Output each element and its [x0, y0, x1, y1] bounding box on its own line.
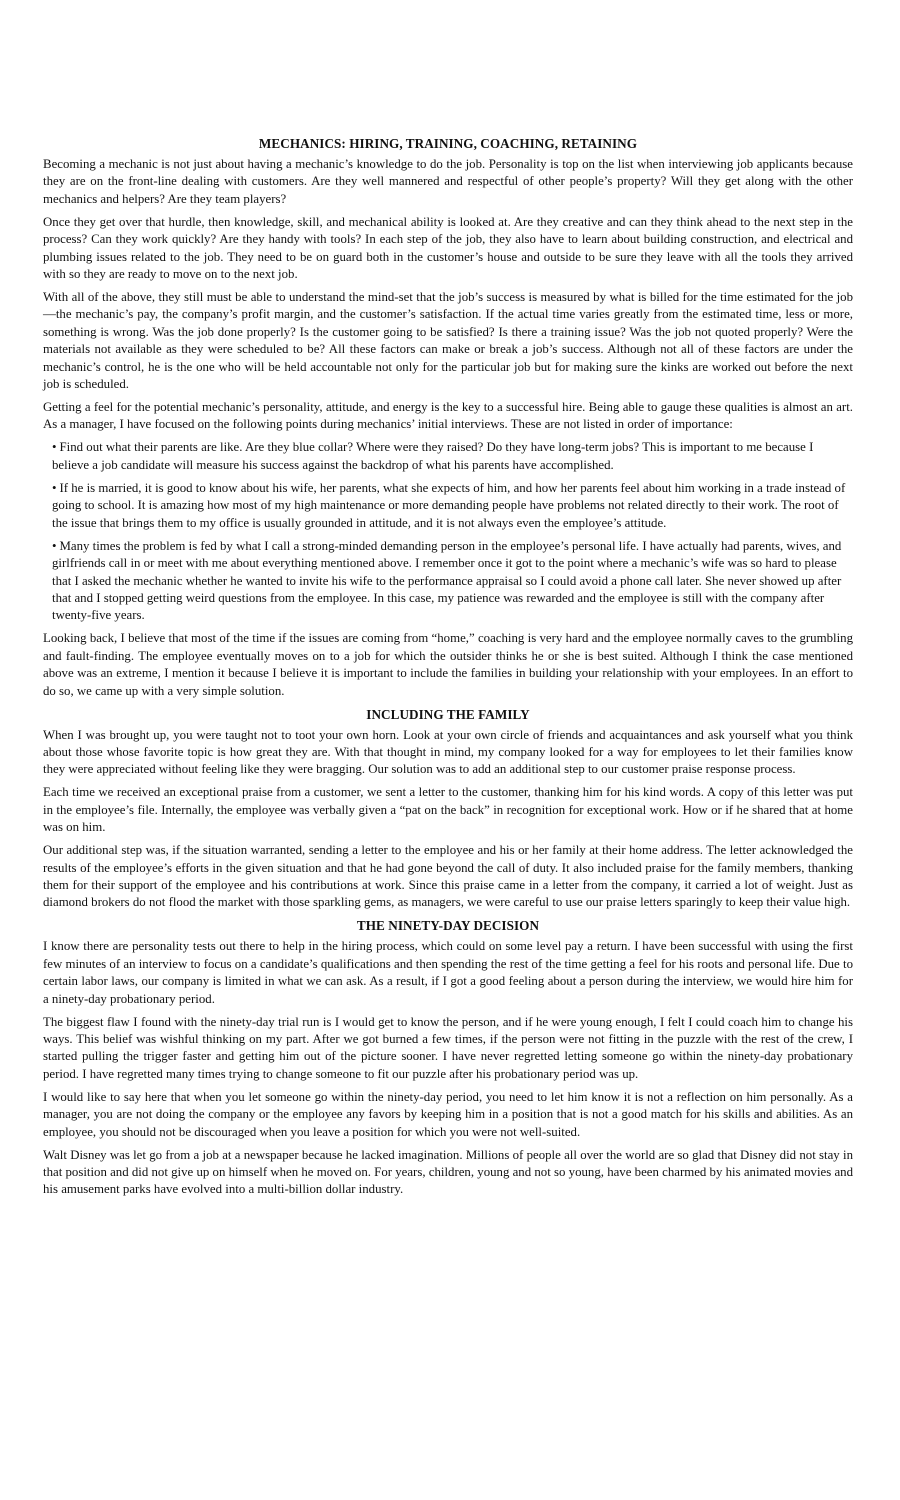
- family-paragraph-2: Each time we received an exceptional praise from a customer, we sent a letter to the customer, thanking him for his kind words. A copy of this letter was put in the employee’s file. Internally, the employee was verbally given a “pat on the back” in recognition for exceptional work. How or if he shared that at home was on him.: [43, 785, 853, 835]
- closing-paragraph: Looking back, I believe that most of the time if the issues are coming from “home,” coaching is very hard and the employee normally caves to the grumbling and fault-finding. The employee eventually moves on to a job for which the outsider thinks he or she is best suited. Although I think the case mentioned above was an extreme, I mention it because I believe it is important to include the families in building your relationship with your employees. In an effort to do so, we came up with a very simple solution.: [43, 631, 853, 698]
- interview-point-2: [52, 480, 853, 532]
- interview-point-text: If he is married, it is good to know about his wife, her parents, what she expects of him, and how her parents feel about him working in a trade instead of going to school. It is amazing how most of my high maintenance or more demanding people have problems not related directly to their work. The root of the issue that brings them to my office is usually grounded in attitude, and it is not always even the employee’s attitude.: [52, 480, 846, 530]
- intro-paragraph-4: Getting a feel for the potential mechanic’s personality, attitude, and energy is the key to a successful hire. Being able to gauge these qualities is almost an art. As a manager, I have focused on the following points during mechanics’ initial interviews. These are not listed in order of importance:: [43, 400, 853, 432]
- interview-point-1: [52, 439, 853, 474]
- ninety-day-paragraph-4: Walt Disney was let go from a job at a newspaper because he lacked imagination. Millions of people all over the world are so glad that Disney did not stay in that position and did not give up on himself when he moved on. For years, children, young and not so young, have been charmed by his animated movies and his amusement parks have evolved into a multi-billion dollar industry.: [43, 1147, 853, 1197]
- document-page: [43, 135, 853, 1204]
- family-paragraph-1: When I was brought up, you were taught not to toot your own horn. Look at your own circle of friends and acquaintances and ask yourself what you think about those whose favorite topic is how great they are. With that thought in mind, my company looked for a way for employees to let their families know they were appreciated without feeling like they were bragging. Our solution was to add an additional step to our customer praise response process.: [43, 727, 853, 777]
- bullet-dot: •: [52, 538, 57, 553]
- interview-points-list: [43, 439, 853, 624]
- article-title: MECHANICS: HIRING, TRAINING, COACHING, RETAINING: [258, 136, 638, 151]
- intro-paragraph-3: With all of the above, they still must be able to understand the mind-set that the job’s success is measured by what is billed for the time estimated for the job—the mechanic’s pay, the company’s profit margin, and the customer’s satisfaction. If the actual time varies greatly from the estimated time, less or more, something is wrong. Was the job done properly? Is the customer going to be satisfied? Is there a training issue? Was the job not quoted properly? Were the materials not available as they were scheduled to be? All these factors can make or break a job’s success. Although not all of these factors are under the mechanic’s control, he is the one who will be held accountable not only for the particular job but for making sure the kinks are worked out before the next job is scheduled.: [43, 290, 853, 392]
- bullet-dot: •: [52, 480, 57, 495]
- family-paragraph-3: Our additional step was, if the situation warranted, sending a letter to the employee and his or her family at their home address. The letter acknowledged the results of the employee’s efforts in the given situation and that he had gone beyond the call of duty. It also included praise for the family members, thanking them for their support of the employee and his contributions at work. Since this praise came in a letter from the company, it carried a lot of weight. Just as diamond brokers do not flood the market with those sparkling gems, as managers, we were careful to use our praise letters sparingly to keep their value high.: [43, 843, 853, 910]
- section-heading-ninety-day: THE NINETY-DAY DECISION: [356, 918, 540, 934]
- intro-paragraph-2: Once they get over that hurdle, then knowledge, skill, and mechanical ability is looked at. Are they creative and can they think ahead to the next step in the process? Can they work quickly? Are they handy with tools? In each step of the job, they also have to learn about building construction, and electrical and plumbing issues related to the job. They need to be on guard both in the customer’s house and outside to be sure they leave with all the tools they arrived with so they are ready to move on to the next job.: [43, 214, 853, 282]
- section-heading-family: INCLUDING THE FAMILY: [366, 706, 530, 722]
- bullet-dot: •: [52, 440, 57, 455]
- intro-paragraph-1: Becoming a mechanic is not just about having a mechanic’s knowledge to do the job. Personality is top on the list when interviewing job applicants because they are on the front-line dealing with customers. Are they well mannered and respectful of other people’s property? Will they get along with the other mechanics and helpers? Are they team players?: [43, 157, 853, 206]
- interview-point-text: Many times the problem is fed by what I call a strong-minded demanding person in the employee’s personal life. I have actually had parents, wives, and girlfriends call in or meet with me about everything mentioned above. I remember once it got to the point where a mechanic’s wife was so hard to please that I asked the mechanic whether he wanted to invite his wife to the performance appraisal so I could avoid a phone call later. She never showed up after that and I stopped getting weird questions from the employee. In this case, my patience was rewarded and the employee is still with the company after twenty-five years.: [52, 538, 842, 623]
- ninety-day-paragraph-1: I know there are personality tests out there to help in the hiring process, which could on some level pay a return. I have been successful with using the first few minutes of an interview to focus on a candidate’s qualifications and then spending the rest of the time getting a feel for his roots and personal life. Due to certain labor laws, our company is limited in what we can ask. As a result, if I got a good feeling about a person during the interview, we would hire him for a ninety-day probationary period.: [43, 939, 853, 1006]
- interview-point-text: Find out what their parents are like. Are they blue collar? Where were they raised? Do they have long-term jobs? This is important to me because I believe a job candidate will measure his success against the backdrop of what his parents have accomplished.: [52, 440, 814, 472]
- interview-point-3: [52, 538, 853, 625]
- ninety-day-paragraph-2: The biggest flaw I found with the ninety-day trial run is I would get to know the person, and if he were young enough, I felt I could coach him to change his ways. This belief was wishful thinking on my part. After we got burned a few times, if the person were not fitting in the puzzle with the rest of the crew, I started pulling the trigger faster and getting him out of the picture sooner. I have never regretted letting someone go within the ninety-day probationary period. I have regretted many times trying to change someone to fit our puzzle after his probationary period was up.: [43, 1014, 853, 1081]
- ninety-day-paragraph-3: I would like to say here that when you let someone go within the ninety-day period, you need to let him know it is not a reflection on him personally. As a manager, you are not doing the company or the employee any favors by keeping him in a position that is not a good match for his skills and abilities. As an employee, you should not be discouraged when you leave a position for which you were not well-suited.: [43, 1089, 853, 1139]
